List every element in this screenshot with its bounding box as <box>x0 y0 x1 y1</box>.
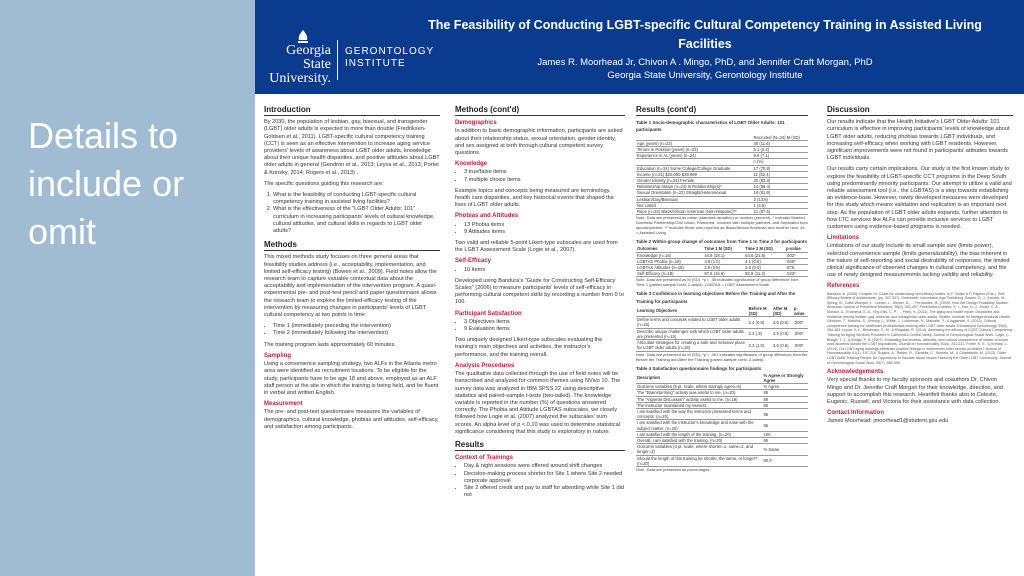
table-cell: 18 (81.8) <box>753 190 808 196</box>
limitations-heading: Limitations <box>827 235 860 242</box>
table-cell: 3.9 (0.9) <box>703 265 744 271</box>
research-question-2: 2. What is the effectiveness of the "LGBT Older Adults: 101" curriculum in increasing participants' levels of cultural knowledge, cultural attitudes, and cultural skills in regards to LGBT older adults? <box>273 206 440 235</box>
discussion-paragraph-2: Our results carry certain implications. Our study is the first known study to explore the feasibility of LGBT-specific CCT programs in the Deep South using predominantly minority participants. Our attempt to utilize a valid and reliable assessment tool (i.e., the LGBTAS) is a step towards establishing an evidence-base. However, newly developed measures were developed for this study which means validation and replication is an important next step. As the population of LGBT older adults expands, further attention to how LTC services like ALFs can provide inclusive services to LGBT customers using evidence-based programs is needed. <box>827 166 1012 231</box>
logo-university-name: Georgia State University. <box>269 43 331 86</box>
acknowledgements-paragraph: Very special thanks to my faculty sponsors and coauthors Dr. Chivon Mingo and Dr. Jennifer Craft Morgan for their knowledge, direction, and support to accomplish this research. Heartfelt thanks also to Celeste, Eugenic, Russell, and Victoria for their assistance with data collection. <box>827 377 1003 405</box>
table-cell: Relationship Status (n=24) In Relationship(s)* <box>636 184 753 190</box>
methods-time-1: • Time 1 (immediately preceding the intervention) <box>273 323 440 330</box>
table-header-cell: Time 1 M (SD) <box>703 246 744 252</box>
table-cell: .000* <box>793 317 808 328</box>
table-cell: 60.0 <box>762 455 808 466</box>
acknowledgements-heading: Acknowledgements <box>827 369 884 376</box>
table-cell: Experience in AL (years) (n=24) <box>636 153 753 159</box>
table-cell: .045* <box>785 258 808 264</box>
table1 <box>636 135 808 216</box>
table-header-cell: After M (SD) <box>772 306 793 317</box>
phobias-item: • 13 Phobia items <box>464 222 625 229</box>
table-cell: I am satisfied with the instructor's knowledge and ease with the subject matter. (n=20) <box>636 420 762 431</box>
discussion-heading: Discussion <box>827 106 1013 116</box>
table-cell: Articulate strategies for creating a safe and inclusive place for LGBT older adults (n=16) <box>636 340 748 351</box>
table-cell: % Same <box>762 444 808 455</box>
self-efficacy-list <box>455 267 625 274</box>
table-cell: 100 <box>762 431 808 437</box>
satisfaction-list <box>455 319 625 333</box>
contact-info: James Moorhead: jmoorhead1@student.gsu.edu <box>827 418 949 425</box>
table-cell: .000* <box>793 328 808 339</box>
affiliation-line: Georgia State University, Gerontology Institute <box>607 70 803 81</box>
context-item: • Day & night sessions were offered around shift changes <box>464 463 625 470</box>
measurement-paragraph: The pre- and post-test questionnaire measures the variables of demographics, cultural knowledge, phobias and attitudes, self-efficacy, and satisfaction among participants. <box>264 409 439 430</box>
table-row <box>636 271 808 277</box>
table-row <box>636 455 808 466</box>
methods-time-2: • Time 2 (immediately following the intervention) <box>273 330 440 337</box>
methods-paragraph: This mixed methods study focuses on three general areas that feasibility studies address (i.e., acceptability, implementation, and limited self-efficacy testing) (Bowen et al., 2009). Field notes allow the research team to capture valuable contextual data about the acceptability and implementation of the intervention program. A quasi-experimental pre- and post-test pencil and paper questionnaire allows the research team to explore the limited-efficacy testing of the intervention by measuring changes in participants' levels of LGBT cultural competency at two points in time: <box>264 254 437 319</box>
demographics-paragraph: In addition to basic demographic information, participants are asked about their relationship status, sexual orientation, gender identity, and sex assigned at birth through cultural competent survey questions. <box>455 128 623 157</box>
table-header-cell: % Agree or Strongly Agree <box>762 373 808 384</box>
table-cell: 3.5 (0.5) <box>772 328 793 339</box>
methods-heading: Methods <box>264 241 440 251</box>
table-cell: % Agree <box>762 384 808 390</box>
authors-line: James R. Moorhead Jr, Chivon A . Mingo, PhD, and Jennifer Craft Morgan, PhD <box>537 57 873 68</box>
table-header-cell: Before M (SD) <box>748 306 772 317</box>
table-cell: 1 (4.5) <box>753 202 808 208</box>
table-row <box>636 328 808 339</box>
intro-heading: Introduction <box>264 106 440 116</box>
contact-heading: Contact Information <box>827 410 884 417</box>
table3-note: Note. Data are presented as M (SD). *p < .001 indicates significance of group difference from the Before the Training and After the Training (paired-sample t-test, 2-tailed). <box>636 351 808 362</box>
table1-note: Note. Data are presented as mean (standard deviation) or number (percent). * Includes Married, Domestic Partnership/Civil Union, Partnered, Involved with multiple partners, and Separated from spouse/partner. ** Includes those who reported as Black/African American and another race. AL = Assisted Living <box>636 215 808 236</box>
table-cell: Describe unique challenges with which LGBT older adults are presented (n=15) <box>636 328 748 339</box>
table-cell: .876 <box>785 265 808 271</box>
table-cell: Gender Identity (n=24) Female <box>636 178 753 184</box>
table-row <box>636 340 808 351</box>
table-cell: 3.6 (0.5) <box>772 317 793 328</box>
knowledge-item: • 7 multiple choice items <box>464 177 625 184</box>
table-header-cell: Time 2 M (SD) <box>744 246 785 252</box>
table-cell: Should the length of this training be shorter, the same, or longer? (n=20) <box>636 455 762 466</box>
table-cell: 95 <box>762 408 808 419</box>
table-cell: 3.9 (0.9) <box>744 265 785 271</box>
column-intro-methods <box>264 106 440 435</box>
phobias-paragraph: Two valid and reliable 5-point Likert-type subscales are used from the LGBT Assessment Scale (Logie et al., 2007). <box>455 240 618 254</box>
context-list <box>455 463 625 499</box>
sampling-paragraph: Using a convenience sampling strategy, two ALFs in the Atlanta metro area were identified as recruitment locations. To be eligible for the study, participants have to be age 18 and above, employed as an ALF staff person at the site in which the training is being held, and be fluent in verbal and written English. <box>264 361 439 396</box>
table-cell: LGBTAS Phobia (n=18) <box>636 258 703 264</box>
table-row <box>636 317 808 328</box>
slide-heading: Details to include or omit <box>28 115 185 252</box>
table-cell: The "Brainstorming" activity was useful to me. (n=20) <box>636 390 762 396</box>
table-header-cell: Learning Objectives <box>636 306 748 317</box>
table-cell: I am satisfied with the length of the training. (n=20) <box>636 431 762 437</box>
table-cell: Tenure in Position (years) (n=23) <box>636 147 753 153</box>
poster-header <box>255 0 1024 94</box>
methods-cont-heading: Methods (cont'd) <box>455 106 625 116</box>
context-heading: Context of Trainings <box>455 455 514 462</box>
methods-duration: The training program lasts approximately 60 minutes. <box>264 341 396 348</box>
table-cell: 4.1 (0.8) <box>744 258 785 264</box>
table-cell: Overall, I am satisfied with the training. (n=20) <box>636 437 762 443</box>
poster <box>255 0 1024 576</box>
phobias-item: • 9 Attitudes items <box>464 229 625 236</box>
table-cell: Sexual Orientation (n=22) Straight/Heterosexual <box>636 190 753 196</box>
table-row <box>636 444 808 455</box>
table-cell: 21 (87.5) <box>753 209 808 215</box>
research-questions <box>264 192 440 235</box>
table-cell: 89 <box>762 396 808 402</box>
table-cell: .002* <box>785 252 808 258</box>
intro-questions-lead: The specific questions guiding this research are: <box>264 180 384 187</box>
results-cont-heading: Results (cont'd) <box>636 106 808 116</box>
table-cell: 2.3 (.9) <box>748 328 772 339</box>
knowledge-list <box>455 169 625 183</box>
table-cell: Lesbian/Gay/Bisexual <box>636 196 753 202</box>
table4-caption: Table 4 Satisfaction questionnaire findings for participants <box>636 365 762 371</box>
table-cell: 95 <box>762 437 808 443</box>
table-cell: 64.6 (21.6) <box>744 252 785 258</box>
flame-icon <box>295 30 311 44</box>
satisfaction-heading: Participant Satisfaction <box>455 310 522 317</box>
analysis-heading: Analysis Procedures <box>455 362 515 369</box>
table-cell: Self-Efficacy (n=18) <box>636 271 703 277</box>
table-cell: n (%) <box>753 159 808 165</box>
table-header-cell: Description <box>636 373 762 384</box>
table-cell: Income (n=21) $20,000-$39,999 <box>636 171 753 177</box>
table-cell: Outcome variables (5 pt. scale, where strongly agree=5) <box>636 384 762 390</box>
column-discussion <box>827 106 1013 430</box>
table-row <box>636 420 808 431</box>
context-item: • Site 2 offered credit and pay to staff for attending while Site 1 did not <box>464 485 625 499</box>
table-cell: 40 (11.6) <box>753 140 808 146</box>
sampling-heading: Sampling <box>264 352 292 359</box>
satisfaction-paragraph: Two uniquely designed Likert-type subscales evaluating the training's main objectives and activities, the instructor's performance, and the training overall. <box>455 337 603 358</box>
column-methods-cont <box>455 106 625 503</box>
discussion-paragraph-1: Our results indicate that the Health Initiative's LGBT Older Adults: 101 curriculum is effective in improving participants' levels of knowledge about LGBT older adults, reducing phobias towards LGBT individuals, and increasing self-efficacy when working with LGBT residents. However, significant improvements were not found in participants' attitudes towards LGBT individuals. <box>827 119 1010 162</box>
table-cell: Define terms and concepts related to LGBT older adults (n=16) <box>636 317 748 328</box>
table-cell: Not Listed <box>636 202 753 208</box>
table-cell: 95 <box>762 420 808 431</box>
table-cell: 3.9 (1.0) <box>703 258 744 264</box>
table-header-cell: Outcomes <box>636 246 703 252</box>
poster-title: The Feasibility of Conducting LGBT-specific Cultural Competency Training in Assisted Living Facilities <box>428 18 982 51</box>
phobias-list <box>455 222 625 236</box>
results-heading: Results <box>455 441 625 451</box>
references-heading: References <box>827 283 860 290</box>
demographics-heading: Demographics <box>455 120 497 127</box>
table-cell: 3 (13.6) <box>753 196 808 202</box>
poster-authors <box>425 56 985 82</box>
intro-paragraph: By 2030, the population of lesbian, gay, bisexual, and transgender (LGBT) older adults is expected to more than double (Fredriksen-Goldsen et al., 2011). LGBT-specific cultural competency training (CCT) is seen as an effective intervention to increase aging service providers' levels of awareness about LGBT older adults, knowledge about their unique health disparities, and positive attitudes about LGBT older adults in general (Gendron et al., 2013; Leyva et al., 2013; Porter & Krinsky, 2014; Rogers et al., 2013) . <box>264 119 440 176</box>
table2-caption: Table 2 Within-group change of outcomes from Time 1 to Time 2 for participants <box>636 239 807 245</box>
table-cell: Recruited (N=24) M (SD) <box>753 135 808 141</box>
table-cell: 87.6 (15.6) <box>703 271 744 277</box>
table-cell: 92.8 (11.3) <box>744 271 785 277</box>
table4-note: Note. Data are presented as percentages. <box>636 466 711 472</box>
knowledge-item: • 3 true/false items <box>464 169 625 176</box>
table4 <box>636 373 808 467</box>
knowledge-heading: Knowledge <box>455 161 488 168</box>
table-cell: 2.3 (1.0) <box>748 340 772 351</box>
table-cell: Knowledge (n=16) <box>636 252 703 258</box>
table-cell: The instructor maintained my interest. <box>636 402 762 408</box>
table2 <box>636 246 808 277</box>
self-efficacy-item: • 10 items <box>464 267 625 274</box>
knowledge-paragraph: Example topics and concepts being measured are terminology, health care disparities, and key historical events that shaped the lives of LGBT older adults. <box>455 187 614 209</box>
context-item: • Decision-making process shorter for Site 1 where Site 2 needed corporate approval <box>464 471 625 485</box>
table-cell: Outcome variables (3 pt. scale, where shorter=1, same=2, and longer=3) <box>636 444 762 455</box>
table2-note: Note. Data are presented as M (SD). *p < .05 indicates significance of group difference from Time 1 (paired-sample t-test, 2-tailed). LGBTAS = LGBT Assessment Scale. <box>636 277 799 288</box>
table-cell: 17 (70.8) <box>753 165 808 171</box>
table-cell: 85 <box>762 390 808 396</box>
table-cell: 44.6 (18.1) <box>703 252 744 258</box>
phobias-heading: Phobias and Attitudes <box>455 213 519 220</box>
column-results-cont <box>636 106 808 475</box>
satisfaction-item: • 3 Objectives items <box>464 319 625 326</box>
logo-divider <box>337 40 338 80</box>
university-logo <box>267 30 437 86</box>
slide-left-panel <box>0 0 255 576</box>
measurement-heading: Measurement <box>264 401 303 408</box>
table-cell: The "Vignette Discussion" activity useful to me. (n=19) <box>636 396 762 402</box>
table-row <box>636 408 808 419</box>
table-cell: Age (years) (n=23) <box>636 140 753 146</box>
limitations-paragraph: Limitations of our study include its small sample size (limits power), selected convenience sample (limits generalizability), the bias inherent in the nature of self-reporting and social desirability of responses, the limited clinical significance of observed changes in cultural competency, and the use of newly designed measurements lacking validity and reliability. <box>827 243 1010 279</box>
table-header-cell: p-value <box>793 306 808 317</box>
table-cell: 2.4 (0.8) <box>748 317 772 328</box>
table-cell: Education (n=24) Some College/College Graduate <box>636 165 753 171</box>
table-cell: 5.1 (4.4) <box>753 147 808 153</box>
table-cell: .000* <box>793 340 808 351</box>
references-list: Bandura, A. (2006). Chapter 14: Guide for constructing self-efficacy scales. In F. Urdan & F. Pajares (Eds.), Self-Efficacy Beliefs of Adolescents, (pp. 307-337). Greenwich: Information Age Publishing. Bowen, D. J., Kreuter, M., Spring, B., Cofta-Woerpel, L., Linnan, L., Weiner, D., ... Fernandez, M. (2009). How We Design Feasibility Studies. American Journal of Preventive Medicine, 36(5), 452-457. Fredriksen-Goldsen, K. I., Kim, H.-J., Emlet, C. A., Muraco, A., Erosheva, E. A., Hoy-Ellis, C. P., ... Petry, H. (2011). The aging and health report: Disparities and resilience among lesbian, gay, bisexual, and transgender older adults. Seattle: Institute for Multigenerational Health. Gendron, T., Maddux, S., Krinsky, L., White, J., Lockeman, K., Metcalfe, Y., & Aggarwal, S. (2013). Cultural competence training for healthcare professionals working with LGBT older adults. Educational Gerontology, 39(6), 454-463. Leyva, V. L., Breshears, E. M., & Ringstad, R. (2014). Assessing the efficacy of LGBT Cultural Competency Training for Aging Services Providers in California's Central Valley. Journal of Gerontological Social Work. Logie, C., Bridge, T. J., & Bridge, P. D. (2007). Evaluating the phobias, attitudes, and cultural competence of master of social work students toward the LGBT populations. Journal of Homosexuality, 53(4), 201-221. Porter, K. E., & Krinsky, L. (2014). Do LGBT aging trainings effectuate positive change in mainstream elder service providers? Journal of Homosexuality, 61(1), 197-216. Rogers, A., Rebbe, R., Gardella, C., Worlein, M., & Chamberlin, M. (2013). Older LGBT Adult Training Panels: An Opportunity to Educate About Issues Faced by the Older LGBT Community. Journal of Gerontological Social Work, 56(7), 580-595. <box>827 291 1013 365</box>
self-efficacy-heading: Self-Efficacy <box>455 258 492 265</box>
table3 <box>636 306 808 352</box>
table-header-cell: p-value <box>785 246 808 252</box>
table-cell: I am satisfied with the way the instructor presented terms and concepts. (n=20) <box>636 408 762 419</box>
logo-institute-name: GERONTOLOGY INSTITUTE <box>345 46 434 69</box>
methods-time-list <box>264 323 440 337</box>
table-cell: Race (n=24) Black/African American (Non-Hispanic)** <box>636 209 753 215</box>
analysis-paragraph: The qualitative data collected through the use of field notes will be transcribed and analyzed for common themes using NVivo 10. The survey data was analyzed in IBM SPSS 22 using descriptive statistics and paired-sample t-tests (two-tailed). The knowledge variable is reported in the number (%) of questions answered correctly. The Phobia and Attitude LGBTAS subscales, we closely followed how Logie et al. (2007) analyzed the subscales' sum scores. An alpha level of p < 0.10 was used to determine statistical significance considering that this study is exploratory in nature. <box>455 371 621 435</box>
table3-caption: Table 3 Confidence in learning objectives Before the Training and After the Training for participants <box>636 291 796 304</box>
table1-caption: Table 1 Socio-demographic characteristics of LGBT Older Adults: 101 participants <box>636 120 785 133</box>
table-cell: 9.6 (7.1) <box>753 153 808 159</box>
table-cell: 20 (83.3) <box>753 178 808 184</box>
table-cell: 90 <box>762 402 808 408</box>
table-cell: 14 (58.4) <box>753 184 808 190</box>
research-question-1: 1. What is the feasibility of conducting LGBT-specific cultural competency training in assisted living facilities? <box>273 192 440 206</box>
table-cell: .023* <box>785 271 808 277</box>
table-cell: 11 (52.4) <box>753 171 808 177</box>
table-cell: 3.6 (0.6) <box>772 340 793 351</box>
table-cell: LGBTAS Attitudes (n=18) <box>636 265 703 271</box>
table-row <box>636 209 808 215</box>
satisfaction-item: • 9 Evaluation items <box>464 326 625 333</box>
self-efficacy-paragraph: Developed using Bandura's "Guide for Constructing Self-Efficacy Scales" (2006) to measure participants' levels of self-efficacy in performing cultural competent skills by recording a number from 0 to 100. <box>455 277 624 306</box>
